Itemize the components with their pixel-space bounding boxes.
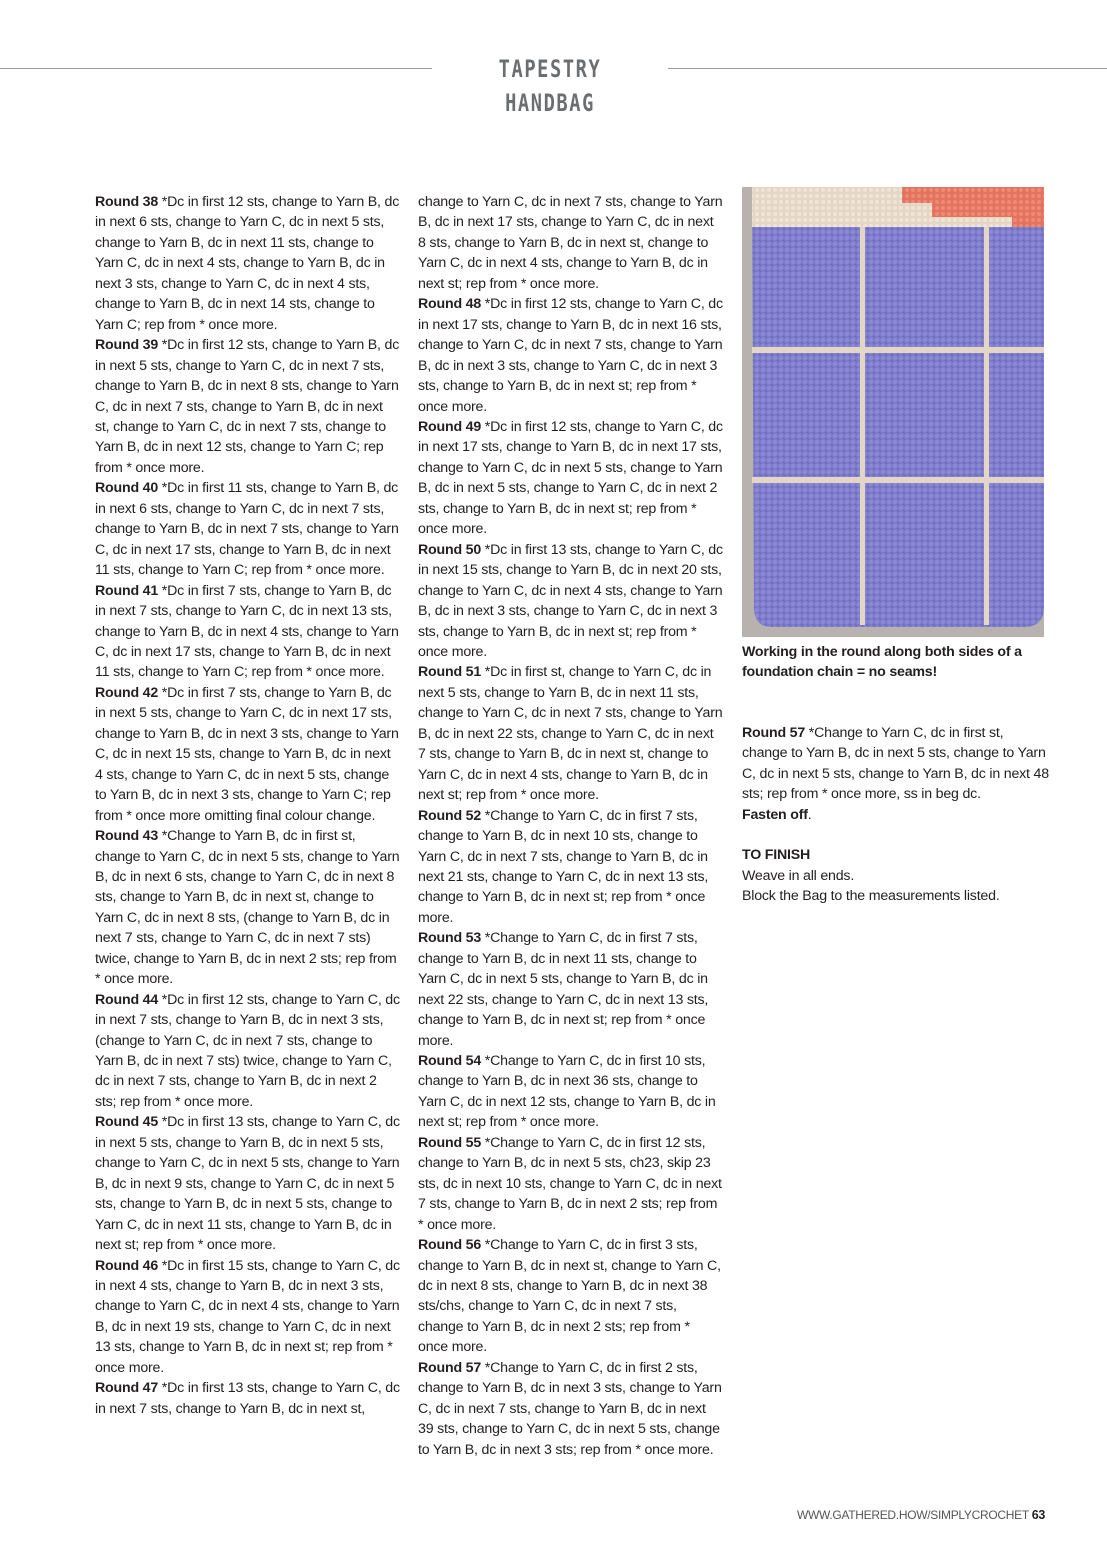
pattern-column-1	[95, 192, 400, 1419]
page-header-title: TAPESTRY HANDBAG	[498, 55, 602, 117]
pattern-column-2	[418, 192, 723, 1460]
finish-line-1: Weave in all ends.	[742, 867, 855, 884]
round-label: Round 51	[418, 664, 482, 681]
round-label: Round 55	[418, 1134, 482, 1151]
round-label: Round 47	[95, 1380, 159, 1397]
pattern-round	[95, 826, 400, 990]
round-text: *Change to Yarn C, dc in first 3 sts, change to Yarn B, dc in next st, change to Yarn C, dc in next 8 sts, change to Yarn B, dc in next 38 sts/chs, change to Yarn C, dc in next 7 sts, change to Yarn B, dc in next 2 sts; rep from * once more.	[418, 1237, 721, 1356]
round-label: Round 44	[95, 991, 159, 1008]
pattern-round	[418, 1051, 723, 1133]
round-label: Round 53	[418, 930, 482, 947]
round-label: Round 39	[95, 337, 159, 354]
header-rule-right	[668, 68, 1107, 69]
pattern-round	[418, 1235, 723, 1358]
round-text: *Dc in first 12 sts, change to Yarn B, dc in next 5 sts, change to Yarn C, dc in next 7 sts, change to Yarn B, dc in next 8 sts, change to Yarn C, dc in next 7 sts, change to Yarn B, dc in next st, change to Yarn C, dc in next 7 sts, change to Yarn B, dc in next 12 sts, change to Yarn C; rep from * once more.	[95, 337, 400, 476]
round-label: Round 45	[95, 1114, 159, 1131]
round-label: Round 43	[95, 828, 159, 845]
pattern-round	[418, 540, 723, 663]
swatch-purple-body	[752, 187, 1044, 627]
round-label: Round 38	[95, 194, 159, 210]
round-text: *Change to Yarn C, dc in first 10 sts, change to Yarn B, dc in next 36 sts, change to Yarn C, dc in next 12 sts, change to Yarn B, dc in next st; rep from * once more.	[418, 1053, 716, 1131]
round-label: Round 41	[95, 582, 159, 599]
round-label: Round 46	[95, 1257, 159, 1274]
round-text: *Change to Yarn C, dc in first st, change to Yarn B, dc in next 5 sts, change to Yarn C, dc in next 5 sts, change to Yarn B, dc in next 48 sts; rep from * once more, ss in beg dc.	[742, 725, 1049, 803]
pattern-round	[95, 1256, 400, 1379]
page-number: 63	[1031, 1508, 1045, 1522]
round-text: *Dc in first 11 sts, change to Yarn B, dc in next 6 sts, change to Yarn C, dc in next 7 sts, change to Yarn B, dc in next 7 sts, change to Yarn C, dc in next 17 sts, change to Yarn B, dc in next 11 sts, change to Yarn C; rep from * once more.	[95, 480, 399, 579]
pattern-round	[418, 928, 723, 1051]
pattern-round	[418, 1358, 723, 1460]
footer-url: WWW.GATHERED.HOW/SIMPLYCROCHET	[796, 1508, 1029, 1522]
pattern-column-3	[742, 723, 1052, 907]
round-text: *Dc in first 15 sts, change to Yarn C, dc in next 4 sts, change to Yarn B, dc in next 3 sts, change to Yarn C, dc in next 4 sts, change to Yarn B, dc in next 19 sts, change to Yarn C, dc in next 13 sts, change to Yarn B, dc in next st; rep from * once more.	[95, 1257, 400, 1376]
round-label: Round 54	[418, 1053, 482, 1070]
pattern-round	[95, 478, 400, 580]
page-footer	[797, 1508, 1045, 1522]
bag-photo	[742, 187, 1044, 637]
round-text: *Dc in first 12 sts, change to Yarn C, dc in next 7 sts, change to Yarn B, dc in next 3 sts, (change to Yarn C, dc in next 7 sts, change to Yarn B, dc in next 7 sts) twice, change to Yarn C, dc in next 7 sts, change to Yarn B, dc in next 2 sts; rep from * once more.	[95, 991, 400, 1110]
round-text: *Change to Yarn C, dc in first 7 sts, change to Yarn B, dc in next 11 sts, change to Yarn C, dc in next 5 sts, change to Yarn B, dc in next 22 sts, change to Yarn C, dc in next 13 sts, change to Yarn B, dc in next st; rep from * once more.	[418, 930, 709, 1049]
pattern-round	[418, 417, 723, 540]
pattern-round	[95, 581, 400, 683]
pattern-round	[95, 1112, 400, 1255]
round-text: *Change to Yarn C, dc in first 7 sts, change to Yarn B, dc in next 10 sts, change to Yarn C, dc in next 7 sts, change to Yarn B, dc in next 21 sts, change to Yarn C, dc in next 13 sts, change to Yarn B, dc in next st; rep from * once more.	[418, 807, 709, 926]
round-label: Round 49	[418, 418, 482, 435]
round-text: *Dc in first 12 sts, change to Yarn C, dc in next 17 sts, change to Yarn B, dc in next 17 sts, change to Yarn C, dc in next 5 sts, change to Yarn B, dc in next 5 sts, change to Yarn C, dc in next 2 sts, change to Yarn B, dc in next st; rep from * once more.	[418, 418, 723, 538]
fasten-off-line	[742, 805, 1052, 825]
round-text: *Dc in first 13 sts, change to Yarn C, dc in next 15 sts, change to Yarn B, dc in next 20 sts, change to Yarn C, dc in next 4 sts, change to Yarn B, dc in next 3 sts, change to Yarn C, dc in next 3 sts, change to Yarn B, dc in next st; rep from * once more.	[418, 541, 723, 660]
round-text: *Dc in first 7 sts, change to Yarn B, dc in next 7 sts, change to Yarn C, dc in next 13 sts, change to Yarn B, dc in next 4 sts, change to Yarn C, dc in next 17 sts, change to Yarn B, dc in next 11 sts, change to Yarn C; rep from * once more.	[95, 582, 399, 681]
round-text: *Dc in first st, change to Yarn C, dc in next 5 sts, change to Yarn B, dc in next 11 sts, change to Yarn C, dc in next 7 sts, change to Yarn B, dc in next 22 sts, change to Yarn C, dc in next 7 sts, change to Yarn B, dc in next st, change to Yarn C, dc in next 4 sts, change to Yarn B, dc in next st; rep from * once more.	[418, 664, 723, 804]
round-text: *Dc in first 12 sts, change to Yarn C, dc in next 17 sts, change to Yarn B, dc in next 16 sts, change to Yarn C, dc in next 7 sts, change to Yarn B, dc in next 3 sts, change to Yarn C, dc in next 3 sts, change to Yarn B, dc in next st; rep from * once more.	[418, 296, 723, 415]
finish-line-2: Block the Bag to the measurements listed.	[742, 888, 1000, 905]
fasten-off-tail: .	[807, 806, 812, 823]
round-text: *Change to Yarn C, dc in first 2 sts, change to Yarn B, dc in next 3 sts, change to Yarn C, dc in next 7 sts, change to Yarn B, dc in next 39 sts, change to Yarn C, dc in next 5 sts, change to Yarn B, dc in next 3 sts; rep from * once more.	[418, 1359, 722, 1458]
crochet-swatch-image	[742, 187, 1044, 637]
pattern-round	[95, 192, 400, 335]
pattern-round	[418, 662, 723, 805]
pattern-round	[418, 806, 723, 929]
round-label: Round 56	[418, 1237, 482, 1254]
round-text: *Change to Yarn B, dc in first st, change to Yarn C, dc in next 5 sts, change to Yarn B, dc in next 6 sts, change to Yarn C, dc in next 8 sts, change to Yarn B, dc in next st, change to Yarn C, dc in next 8 sts, (change to Yarn B, dc in next 7 sts, change to Yarn C, dc in next 7 sts) twice, change to Yarn B, dc in next 2 sts; rep from * once more.	[95, 828, 400, 988]
pattern-round	[418, 294, 723, 417]
round-text: *Change to Yarn C, dc in first 12 sts, change to Yarn B, dc in next 5 sts, ch23, skip 23 sts, dc in next 10 sts, change to Yarn C, dc in next 7 sts, change to Yarn B, dc in next 2 sts; rep from * once more.	[418, 1134, 722, 1233]
header-rule-left	[0, 68, 432, 69]
finish-heading: TO FINISH	[742, 847, 811, 864]
round-label: Round 40	[95, 480, 159, 497]
pattern-round	[95, 335, 400, 478]
pattern-round	[95, 1378, 400, 1419]
round-57-final	[742, 723, 1052, 805]
round-label: Round 42	[95, 684, 159, 701]
photo-caption: Working in the round along both sides of a foundation chain = no seams!	[742, 644, 1022, 681]
fasten-off-label: Fasten off	[742, 806, 808, 823]
round-text: *Dc in first 12 sts, change to Yarn B, dc in next 6 sts, change to Yarn C, dc in next 5 sts, change to Yarn B, dc in next 11 sts, change to Yarn C, dc in next 4 sts, change to Yarn B, dc in next 3 sts, change to Yarn C, dc in next 4 sts, change to Yarn B, dc in next 14 sts, change to Yarn C; rep from * once more.	[95, 194, 400, 333]
round-label: Round 48	[418, 296, 482, 313]
round-text: *Dc in first 13 sts, change to Yarn C, dc in next 7 sts, change to Yarn B, dc in next st,	[95, 1380, 400, 1417]
pattern-round	[418, 1133, 723, 1235]
pattern-round	[418, 192, 723, 294]
round-text: *Dc in first 7 sts, change to Yarn B, dc in next 5 sts, change to Yarn C, dc in next 17 sts, change to Yarn B, dc in next 3 sts, change to Yarn C, dc in next 15 sts, change to Yarn B, dc in next 4 sts, change to Yarn C, dc in next 5 sts, change to Yarn B, dc in next 3 sts, change to Yarn C; rep from * once more omitting final colour change.	[95, 684, 399, 824]
pattern-round	[95, 683, 400, 826]
pattern-round	[95, 990, 400, 1113]
round-label: Round 52	[418, 807, 482, 824]
round-label: Round 57	[742, 725, 806, 741]
round-label: Round 50	[418, 541, 482, 558]
round-text: change to Yarn C, dc in next 7 sts, change to Yarn B, dc in next 17 sts, change to Yarn C, dc in next 8 sts, change to Yarn B, dc in next st, change to Yarn C, dc in next 4 sts, change to Yarn B, dc in next st; rep from * once more.	[418, 194, 723, 292]
round-text: *Dc in first 13 sts, change to Yarn C, dc in next 5 sts, change to Yarn B, dc in next 5 sts, change to Yarn C, dc in next 5 sts, change to Yarn B, dc in next 9 sts, change to Yarn C, dc in next 5 sts, change to Yarn B, dc in next 5 sts, change to Yarn C, dc in next 11 sts, change to Yarn B, dc in next st; rep from * once more.	[95, 1114, 400, 1254]
round-label: Round 57	[418, 1359, 482, 1376]
